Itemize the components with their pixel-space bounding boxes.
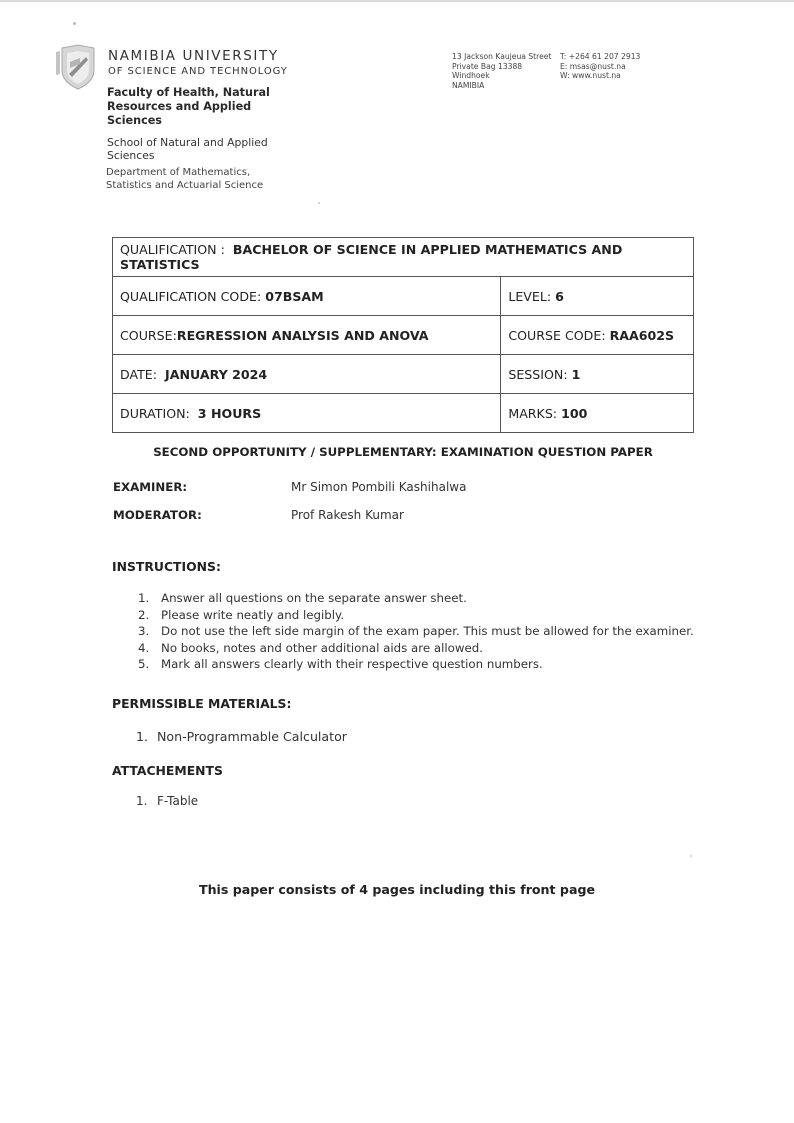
- scan-mark: [73, 22, 76, 25]
- address-line: 13 Jackson Kaujeua Street: [452, 52, 552, 61]
- course-code-label: COURSE CODE:: [508, 327, 606, 343]
- faculty-name: Faculty of Health, Natural Resources and Applied Sciences: [107, 86, 270, 127]
- qualification-code-value: 07BSAM: [265, 288, 324, 304]
- item-number: 1.: [136, 794, 148, 808]
- item-number: 1.: [138, 591, 150, 605]
- qualification-value: BACHELOR OF SCIENCE IN APPLIED MATHEMATICS AND STATISTICS: [120, 242, 623, 272]
- moderator-name: Prof Rakesh Kumar: [291, 508, 404, 522]
- item-number: 4.: [138, 640, 150, 655]
- table-row: [113, 316, 694, 355]
- exam-info-table: [112, 237, 694, 433]
- date-value: JANUARY 2024: [165, 366, 268, 382]
- instructions-list: [138, 590, 694, 673]
- level-value: 6: [555, 288, 564, 304]
- list-item: [138, 656, 694, 673]
- scan-mark: [318, 202, 320, 204]
- date-label: DATE:: [120, 366, 158, 382]
- duration-value: 3 HOURS: [197, 405, 262, 421]
- department-name: Department of Mathematics, Statistics and Actuarial Science: [106, 167, 264, 191]
- item-text: Mark all answers clearly with their respective question numbers.: [161, 657, 543, 672]
- school-name: School of Natural and Applied Sciences: [107, 136, 268, 162]
- level-cell: [501, 277, 694, 316]
- marks-value: 100: [561, 405, 588, 421]
- item-text: Non-Programmable Calculator: [157, 729, 347, 744]
- university-name: NAMIBIA UNIVERSITY: [108, 48, 279, 64]
- examiner-label: EXAMINER:: [113, 480, 188, 494]
- course-label: COURSE:: [120, 327, 177, 343]
- marks-label: MARKS:: [508, 405, 558, 421]
- table-row: [113, 394, 694, 433]
- contact-details: [560, 52, 640, 81]
- list-item: [138, 623, 694, 640]
- permissible-materials-heading: PERMISSIBLE MATERIALS:: [112, 696, 292, 711]
- address-line: Private Bag 13388: [452, 61, 523, 71]
- item-number: 1.: [136, 729, 149, 744]
- date-cell: [113, 355, 501, 394]
- university-subtitle: OF SCIENCE AND TECHNOLOGY: [108, 66, 288, 77]
- qualification-cell: [113, 238, 694, 277]
- table-row: [113, 238, 694, 277]
- permissible-materials-list: [136, 729, 347, 744]
- marks-cell: [501, 394, 694, 433]
- list-item: [138, 590, 694, 607]
- item-text: Do not use the left side margin of the exam paper. This must be allowed for the examiner.: [161, 624, 694, 639]
- session-value: 1: [571, 366, 581, 382]
- item-text: Answer all questions on the separate answer sheet.: [161, 591, 467, 605]
- examiner-name: Mr Simon Pombili Kashihalwa: [291, 480, 467, 494]
- list-item: [136, 794, 198, 808]
- instructions-heading: INSTRUCTIONS:: [112, 559, 221, 574]
- page-count-note: This paper consists of 4 pages including this front page: [198, 882, 595, 897]
- duration-label: DURATION:: [120, 405, 190, 421]
- contact-website: W: www.nust.na: [560, 71, 621, 80]
- attachments-list: [136, 794, 198, 808]
- list-item: [136, 729, 347, 744]
- item-text: Please write neatly and legibly.: [161, 607, 345, 622]
- qualification-label: QUALIFICATION :: [120, 242, 225, 257]
- item-number: 5.: [138, 657, 150, 672]
- postal-address: [452, 52, 551, 90]
- level-label: LEVEL:: [508, 288, 552, 304]
- item-text: F-Table: [157, 794, 199, 808]
- list-item: [138, 607, 694, 624]
- session-cell: [501, 355, 694, 394]
- top-rule: [0, 0, 794, 2]
- contact-email: E: msas@nust.na: [560, 61, 626, 71]
- table-row: [113, 277, 694, 316]
- moderator-label: MODERATOR:: [113, 508, 202, 522]
- address-line: NAMIBIA: [452, 80, 485, 90]
- contact-phone: T: +264 61 207 2913: [560, 52, 641, 61]
- table-row: [113, 355, 694, 394]
- list-item: [138, 640, 694, 657]
- address-line: Windhoek: [452, 71, 490, 80]
- item-number: 3.: [138, 624, 150, 639]
- university-logo-icon: [56, 44, 100, 90]
- course-code-cell: [501, 316, 694, 355]
- session-label: SESSION:: [508, 366, 568, 382]
- item-text: No books, notes and other additional aids are allowed.: [161, 640, 483, 655]
- course-code-value: RAA602S: [609, 327, 675, 343]
- attachments-heading: ATTACHEMENTS: [112, 763, 223, 778]
- course-cell: [113, 316, 501, 355]
- qualification-code-cell: [113, 277, 501, 316]
- paper-type-title: SECOND OPPORTUNITY / SUPPLEMENTARY: EXAMINATION QUESTION PAPER: [153, 445, 653, 459]
- course-value: REGRESSION ANALYSIS AND ANOVA: [176, 327, 429, 343]
- item-number: 2.: [138, 607, 150, 622]
- scan-mark: [690, 855, 692, 857]
- duration-cell: [113, 394, 501, 433]
- qualification-code-label: QUALIFICATION CODE:: [120, 288, 262, 304]
